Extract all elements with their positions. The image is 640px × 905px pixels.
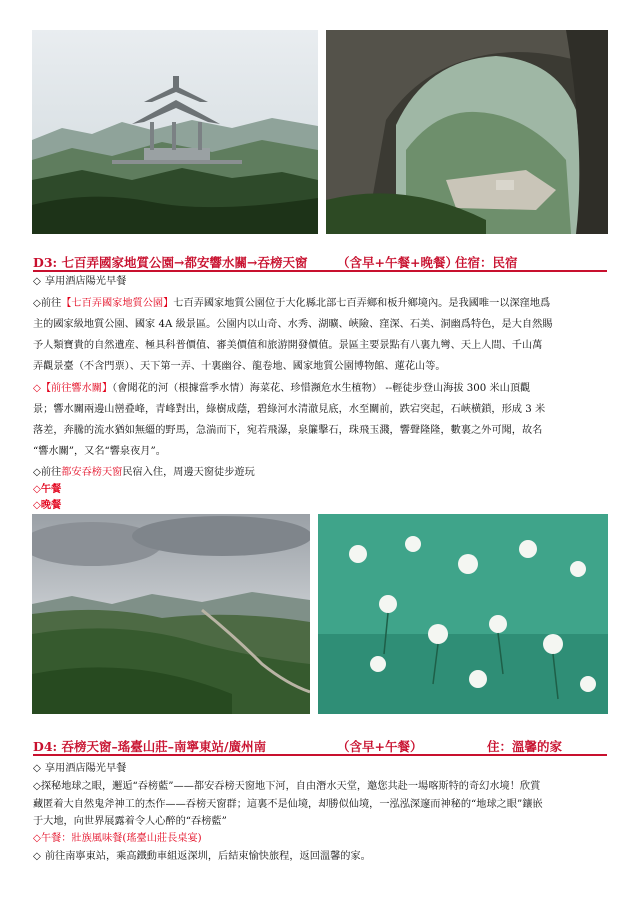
d3-window-name: 都安吞榜天窗 (61, 467, 123, 478)
diamond-icon: ◇ (33, 781, 41, 792)
d3-window-line: ◇前往都安吞榜天窗民宿入住，周邊天窗徒步遊玩 (33, 467, 255, 478)
d4-breakfast-line: ◇ 享用酒店陽光早餐 (33, 763, 127, 774)
water-flowers-photo (318, 514, 608, 714)
d3-underline (33, 270, 607, 272)
diamond-icon: ◇ (33, 298, 41, 309)
diamond-icon: ◇ (33, 467, 41, 478)
d3-lodging: 住宿：民宿 (455, 255, 518, 270)
d3-park-line-3: 予人類寶貴的自然遺産、極具科普價值、審美價值和旅游開發價值。景區主要景點有八裏九彎、天上人間、千山萬 (33, 340, 543, 351)
d3-dinner-line: ◇晚餐 (33, 499, 62, 511)
d3-pass-line-2: 景；響水關兩邊山巒叠峰，青峰對出，綠樹成蔭，碧綠河水清澈見底，水至關前，跌宕突起，石峽横鎖，形成 3 米 (33, 404, 546, 415)
pavilion-photo (32, 30, 318, 234)
d3-park-name: 【七百弄國家地質公園】 (61, 298, 174, 309)
d3-title: D3: 七百弄國家地質公園→都安響水關→吞榜天窗 (33, 255, 308, 270)
d3-heading (33, 252, 607, 272)
diamond-icon: ◇ (33, 851, 41, 862)
d3-park-line-1: ◇前往【七百弄國家地質公園】七百弄國家地質公園位于大化縣北部七百弄鄉和板升鄉境內。是我國唯一以深窪地爲 (33, 298, 551, 309)
d3-meals: （含早+午餐+晚餐） (337, 255, 458, 270)
d4-title: D4: 吞榜天窗–瑤臺山莊–南寧東站/廣州南 (33, 739, 267, 754)
diamond-icon: ◇ (33, 383, 41, 394)
diamond-icon: ◇ (33, 833, 41, 844)
d3-pass-line-1: ◇【前往響水關】（會聞花的河（根據當季水情）海菜花、珍惜瀕危水生植物） --輕徒步登山海拔 300 米山頂觀 (33, 383, 531, 394)
d4-eye-line-1: ◇探秘地球之眼，邂逅“吞榜藍”——都安吞榜天窗地下河，自由潛水天堂，邀您共赴一場喀斯特的奇幻水境！欣賞 (33, 781, 541, 792)
diamond-icon: ◇ (33, 763, 41, 774)
d4-lunch-line: ◇午餐：壯族風味餐(瑤臺山莊長桌宴) (33, 833, 202, 844)
diamond-icon: ◇ (33, 483, 41, 495)
natural-bridge-photo (326, 30, 608, 234)
d4-eye-line-3: 于大地，向世界展露着令人心醉的“吞榜藍” (33, 816, 227, 827)
d3-park-line-2: 主的國家級地質公園、國家 4A 級景區。公園内以山奇、水秀、湖曠、峽險、窪深、石美、洞幽爲特色，是大自然賜 (33, 319, 553, 330)
d4-lodging: 住：溫馨的家 (487, 739, 563, 754)
d3-pass-line-4: “響水關”，又名“響泉夜月”。 (33, 446, 166, 457)
diamond-icon: ◇ (33, 499, 41, 511)
d3-park-line-4: 弄觀景臺（不含門票）、天下第一弄、十裏幽谷、龍卷地、國家地質公園博物館、蓮花山等。 (33, 361, 446, 372)
d4-return-line: ◇ 前往南寧東站，乘高鐵動車組返深圳，后結束愉快旅程，返回溫馨的家。 (33, 851, 371, 862)
d4-eye-line-2: 藏匿着大自然鬼斧神工的杰作——吞榜天窗群；這裏不是仙境，却勝似仙境，一泓泓深邃而神秘的“地球之眼”鑲嵌 (33, 799, 543, 810)
d4-underline (33, 754, 607, 756)
diamond-icon: ◇ (33, 276, 41, 287)
d3-pass-name: 【前往響水關】 (40, 383, 113, 394)
d3-pass-line-3: 落差，奔騰的流水猶如無繮的野馬，急湍而下，宛若飛瀑，泉簾擊石，珠飛玉濺，響聲隆隆，數裏之外可聞，故名 (33, 425, 543, 436)
mountain-ridge-photo (32, 514, 310, 714)
d3-lunch-line: ◇午餐 (33, 483, 62, 495)
d4-heading (33, 736, 607, 756)
d4-meals: （含早+午餐） (337, 739, 423, 754)
d3-breakfast-line: ◇ 享用酒店陽光早餐 (33, 276, 127, 287)
